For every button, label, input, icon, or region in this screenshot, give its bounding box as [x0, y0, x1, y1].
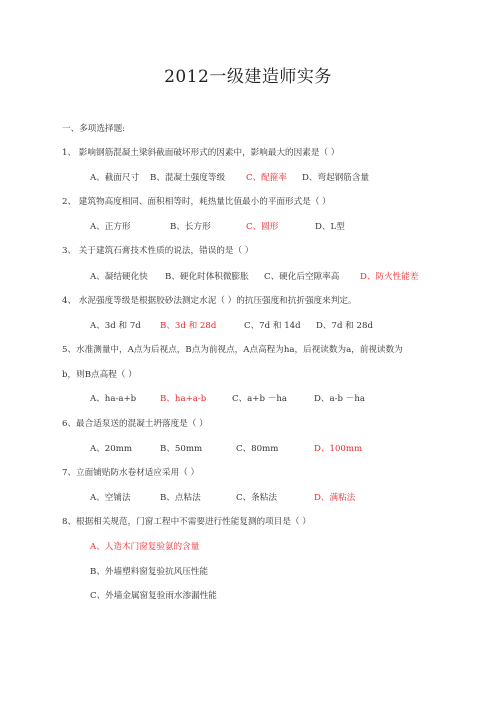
question-4-text: 4、 水泥强度等级是根据胶砂法测定水泥（ ）的抗压强度和抗折强度来判定。	[62, 296, 357, 306]
q1-option-a: A、截面尺寸	[90, 173, 140, 183]
q5-option-c: C、a+b －ha	[232, 394, 287, 404]
q4-option-a: A、3d 和 7d	[90, 321, 141, 331]
q3-option-b: B、硬化时体积微膨胀	[165, 272, 249, 282]
q4-option-b-answer: B、3d 和 28d	[160, 321, 217, 331]
q7-option-b: B、点粘法	[160, 493, 201, 503]
q4-option-c: C、7d 和 14d	[244, 321, 301, 331]
q5-option-b-answer: B、ha+a-b	[160, 394, 207, 404]
q2-option-a: A、正方形	[90, 222, 131, 232]
question-2-text: 2、 建筑物高度相同、面积相等时，耗热量比值最小的平面形式是（ ）	[62, 197, 331, 207]
q3-option-d-answer: D、防火性能差	[360, 272, 419, 282]
q5-option-d: D、a-b －ha	[314, 394, 365, 404]
question-3-text: 3、 关于建筑石膏技术性质的说法，错误的是（ ）	[62, 246, 254, 256]
page-title: 2012一级建造师实务	[164, 67, 332, 87]
q2-option-b: B、长方形	[170, 222, 211, 232]
q4-option-d: D、7d 和 28d	[316, 321, 373, 331]
q3-option-a: A、凝结硬化快	[90, 272, 148, 282]
q7-option-a: A、空铺法	[90, 493, 131, 503]
question-8-text: 8、根据相关规范，门窗工程中不需要进行性能复测的项目是（ ）	[62, 517, 311, 527]
question-1-text: 1、 影响钢筋混凝土梁斜截面破坏形式的因素中，影响最大的因素是（ ）	[62, 148, 340, 158]
q1-option-c-answer: C、配箍率	[246, 173, 287, 183]
section-heading: 一、多项选择题:	[62, 124, 126, 134]
question-5-text: 5、水准测量中，A点为后视点，B点为前视点，A点高程为ha，后视读数为a，前视读数为	[62, 345, 403, 355]
q6-option-b: B、50mm	[160, 444, 203, 454]
question-6-text: 6、最合适泵送的混凝土坍落度是（ ）	[62, 419, 208, 429]
q1-option-b: B、混凝土强度等级	[150, 173, 226, 183]
q1-option-d: D、弯起钢筋含量	[302, 173, 370, 183]
question-7-text: 7、立面铺贴防水卷材适应采用（ ）	[62, 468, 200, 478]
q7-option-c: C、条粘法	[236, 493, 277, 503]
q8-option-b: B、外墙塑料窗复验抗风压性能	[90, 567, 209, 577]
q8-option-a-answer: A、人造木门窗复验氨的含量	[90, 542, 200, 552]
q8-option-c: C、外墙金属窗复验雨水渗漏性能	[90, 591, 217, 601]
q5-option-a: A、ha-a+b	[90, 394, 137, 404]
q6-option-a: A、20mm	[90, 444, 133, 454]
q6-option-c: C、80mm	[236, 444, 279, 454]
q7-option-d-answer: D、满粘法	[314, 493, 356, 503]
q6-option-d-answer: D、100mm	[314, 444, 363, 454]
question-5-text-cont: b，则B点高程（ ）	[62, 370, 137, 380]
q3-option-c: C、硬化后空隙率高	[264, 272, 340, 282]
q2-option-d: D、L型	[315, 222, 345, 232]
q2-option-c-answer: C、圆形	[246, 222, 279, 232]
